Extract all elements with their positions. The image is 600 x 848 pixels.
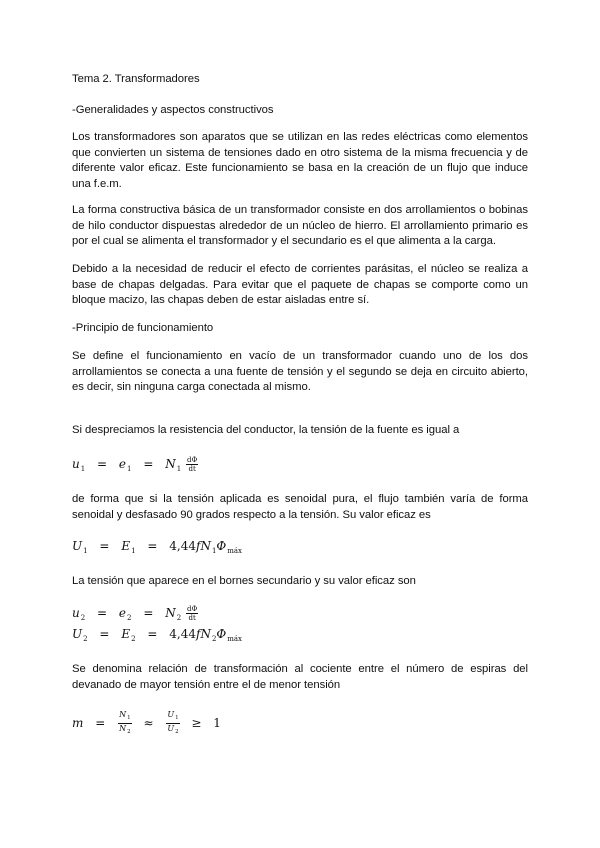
paragraph-vacio: Se define el funcionamiento en vacío de un transformador cuando uno de los dos arrollamientos se conecta a una fuente de tensión y el segundo se deja en circuito abierto, es decir, sin ninguna carga conectada al mismo. xyxy=(72,350,528,394)
equation-U1: $U_1 = E_1 = 4,44fN_1\Phi_{máx}$ xyxy=(72,539,243,555)
equation-relacion-m: m = $\frac{N_1}{N_2}$ ≈ $\frac{U_1}{U_2}$ ≥ 1 xyxy=(72,710,221,735)
section-heading-principio: -Principio de funcionamiento xyxy=(72,322,214,334)
equation-u1: $u_1 = e_1 = N_1$ $\frac{d\Phi}{dt}$ xyxy=(72,456,198,473)
paragraph-chapas: Debido a la necesidad de reducir el efecto de corrientes parásitas, el núcleo se realiza a base de chapas delgadas. Para evitar que el paquete de chapas se comporte como un bloque macizo, las chapas deben de estar aisladas entre sí. xyxy=(72,263,528,307)
paragraph-definicion: Los transformadores son aparatos que se utilizan en las redes eléctricas como elementos que convierten un sistema de tensiones dado en otro sistema de la misma frecuencia y de diferente valor eficaz. Este funcionamiento se basa en la creación de un flujo que induce una f.e.m. xyxy=(72,131,528,190)
section-heading-generalidades: -Generalidades y aspectos constructivos xyxy=(72,104,274,116)
equation-U2: $U_2 = E_2 = 4,44fN_2\Phi_{máx}$ xyxy=(72,627,243,643)
paragraph-relacion-transformacion: Se denomina relación de transformación al cociente entre el número de espiras del devanado de mayor tensión entre el de menor tensión xyxy=(72,663,528,691)
paragraph-resistencia: Si despreciamos la resistencia del conductor, la tensión de la fuente es igual a xyxy=(72,424,460,436)
paragraph-senoidal: de forma que si la tensión aplicada es senoidal pura, el flujo también varía de forma senoidal y desfasado 90 grados respecto a la tensión. Su valor eficaz es xyxy=(72,493,528,521)
paragraph-forma-constructiva: La forma constructiva básica de un transformador consiste en dos arrollamientos o bobinas de hilo conductor dispuestas alrededor de un núcleo de hierro. El arrollamiento primario es por el cual se alimenta el transformador y el secundario es el que alimenta a la carga. xyxy=(72,204,528,248)
paragraph-bornes-secundario: La tensión que aparece en el bornes secundario y su valor eficaz son xyxy=(72,575,416,587)
equation-u2: $u_2 = e_2 = N_2$ $\frac{d\Phi}{dt}$ xyxy=(72,605,198,622)
document-title: Tema 2. Transformadores xyxy=(72,73,200,85)
